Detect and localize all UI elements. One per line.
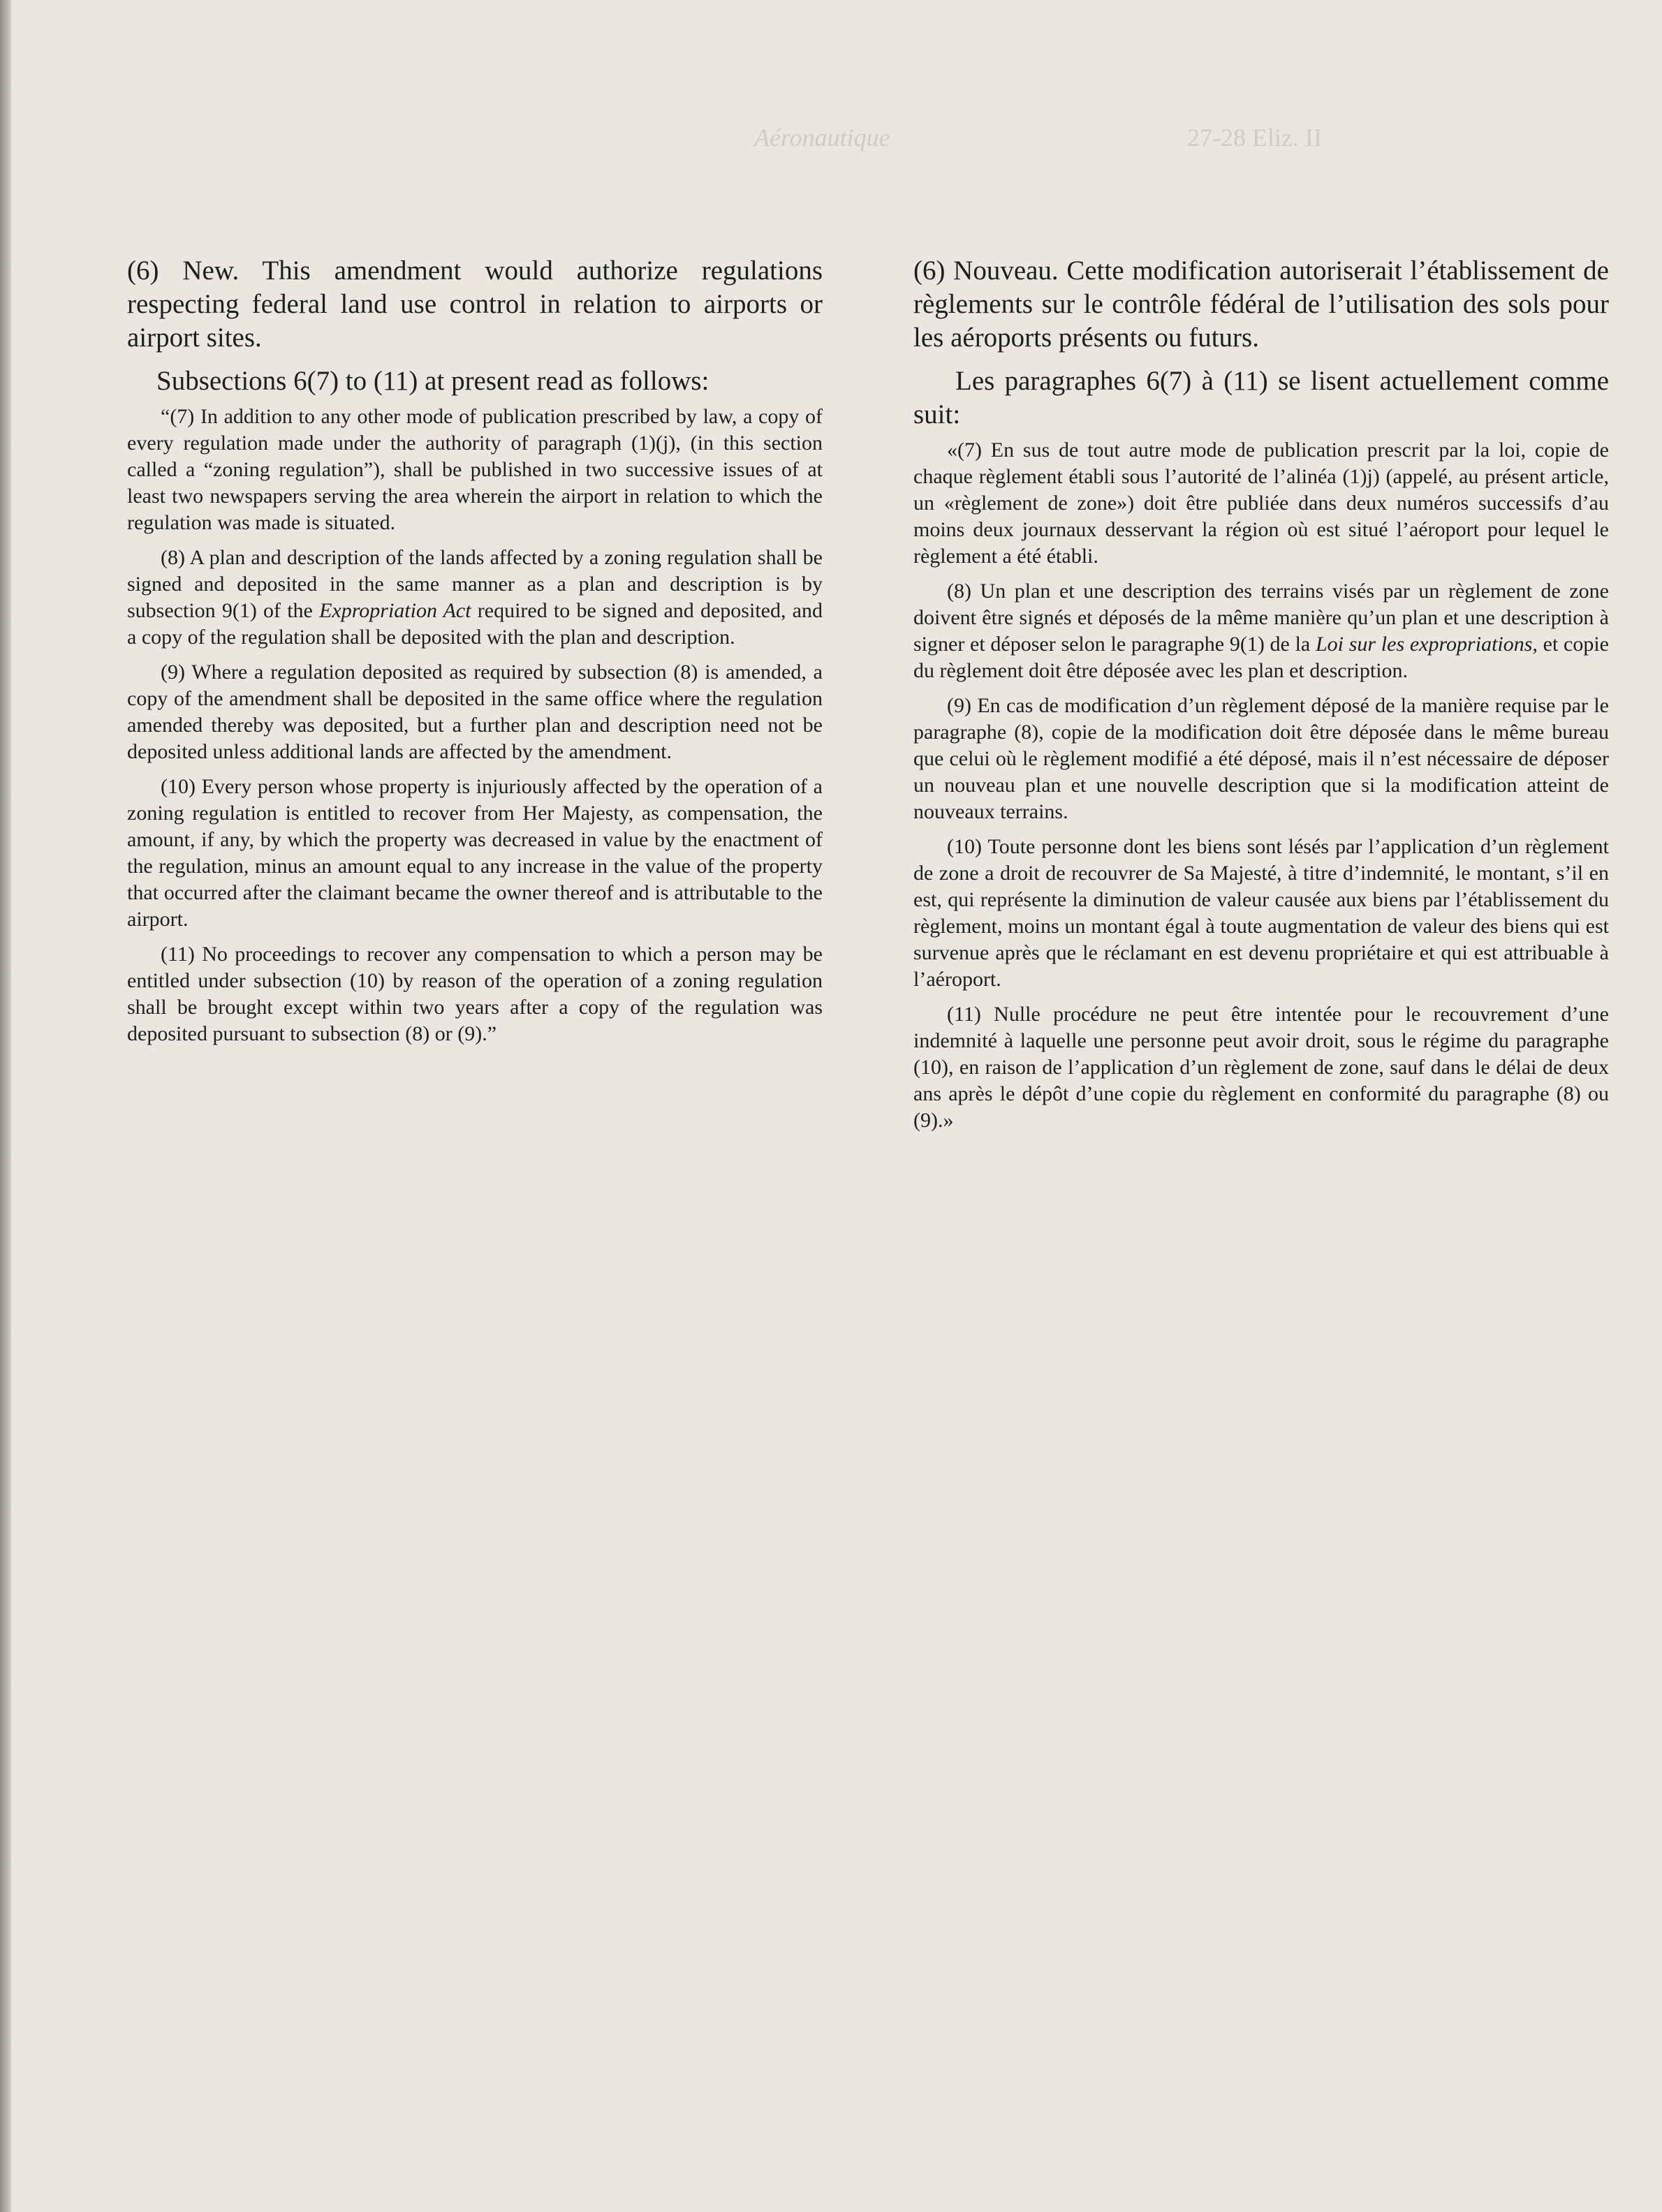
page-binding-edge bbox=[0, 0, 11, 2212]
english-quote-8-act-title: Expropriation Act bbox=[319, 599, 471, 622]
french-quote-9: (9) En cas de modification d’un règlement déposé de la manière requise par le paragraphe (8), copie de la modification doit être déposée dans le même bureau que celui où le règlement modifié a été déposé, mais il n’est nécessaire de déposer un nouveau plan et une nouvelle description que si la modification atteint de nouveaux terrains. bbox=[913, 694, 1609, 823]
french-quote-11: (11) Nulle procédure ne peut être intentée pour le recouvrement d’une indemnité à laquelle une personne peut avoir droit, sous le régime du paragraphe (10), en raison de l’application d’un règlement de zone, sauf dans le délai de deux ans après le dépôt d’une copie du règlement en conformité du paragraphe (8) ou (9).» bbox=[913, 1003, 1609, 1132]
french-quote-8-after: et copie du règlement doit être déposée avec les plan et description. bbox=[913, 633, 1609, 682]
english-quote-11: (11) No proceedings to recover any compensation to which a person may be entitled under subsection (10) by reason of the operation of a zoning regulation shall be brought except within two years after a copy of the regulation was deposited pursuant to subsection (8) or (9).” bbox=[127, 943, 823, 1045]
english-quote-7: “(7) In addition to any other mode of publication prescribed by law, a copy of every regulation made under the authority of paragraph (1)(j), (in this section called a “zoning regulation”), shall be published in two successive issues of at least two newspapers serving the area wherein the airport in relation to which the regulation was made is situated. bbox=[127, 405, 823, 534]
english-quote-8-after: required to be signed and deposited, and a copy of the regulation shall be deposited with the plan and description. bbox=[127, 599, 823, 649]
english-quote-8-before: (8) A plan and description of the lands affected by a zoning regulation shall be signed and deposited in the same manner as a plan and description is by subsection 9(1) of the bbox=[127, 546, 823, 622]
french-column bbox=[913, 254, 1609, 1142]
english-lead-paragraph: (6) New. This amendment would authorize regulations respecting federal land use control in relation to airports or airport sites. bbox=[127, 256, 823, 353]
french-quote-7: «(7) En sus de tout autre mode de publication prescrit par la loi, copie de chaque règlement établi sous l’autorité de l’alinéa (1)j) (appelé, au présent article, un «règlement de zone») doit être publiée dans deux numéros successifs d’au moins deux journaux desservant la région où est situé l’aéroport pour lequel le règlement a été établi. bbox=[913, 438, 1609, 568]
french-lead-paragraph: (6) Nouveau. Cette modification autoriserait l’établissement de règlements sur le contrôle fédéral de l’utilisation des sols pour les aéroports présents ou futurs. bbox=[913, 256, 1609, 353]
english-subsection-heading: Subsections 6(7) to (11) at present read as follows: bbox=[156, 366, 709, 396]
french-quote-8-before: (8) Un plan et une description des terrains visés par un règlement de zone doivent être signés et déposés de la même manière qu’un plan et une description à signer et déposer selon le paragraphe 9(1) de la bbox=[913, 580, 1609, 656]
french-quote-8 bbox=[913, 578, 1609, 684]
french-subsection-heading: Les paragraphes 6(7) à (11) se lisent actuellement comme suit: bbox=[913, 366, 1609, 429]
english-quote-10: (10) Every person whose property is injuriously affected by the operation of a zoning regulation is entitled to recover from Her Majesty, as compensation, the amount, if any, by which the property was decreased in value by the enactment of the regulation, minus an amount equal to any increase in the value of the property that occurred after the claimant became the owner thereof and is attributable to the airport. bbox=[127, 775, 823, 931]
english-quote-8 bbox=[127, 545, 823, 651]
show-through-header-right: 27-28 Eliz. II bbox=[1187, 124, 1322, 152]
english-quote-9: (9) Where a regulation deposited as required by subsection (8) is amended, a copy of the amendment shall be deposited in the same office where the regulation amended thereby was deposited, but a further plan and description need not be deposited unless additional lands are affected by the amendment. bbox=[127, 661, 823, 763]
english-column bbox=[127, 254, 823, 1056]
show-through-header-left: Aéronautique bbox=[754, 124, 890, 152]
french-quote-8-act-title: Loi sur les expropriations, bbox=[1315, 633, 1538, 656]
french-quote-10: (10) Toute personne dont les biens sont lésés par l’application d’un règlement de zone a droit de recouvrer de Sa Majesté, à titre d’indemnité, le montant, s’il en est, qui représente la diminution de valeur causée aux biens par l’établissement du règlement, moins un montant égal à toute augmentation de valeur des biens qui est survenue après que le réclamant en est devenu propriétaire et qui est attribuable à l’aéroport. bbox=[913, 835, 1609, 991]
